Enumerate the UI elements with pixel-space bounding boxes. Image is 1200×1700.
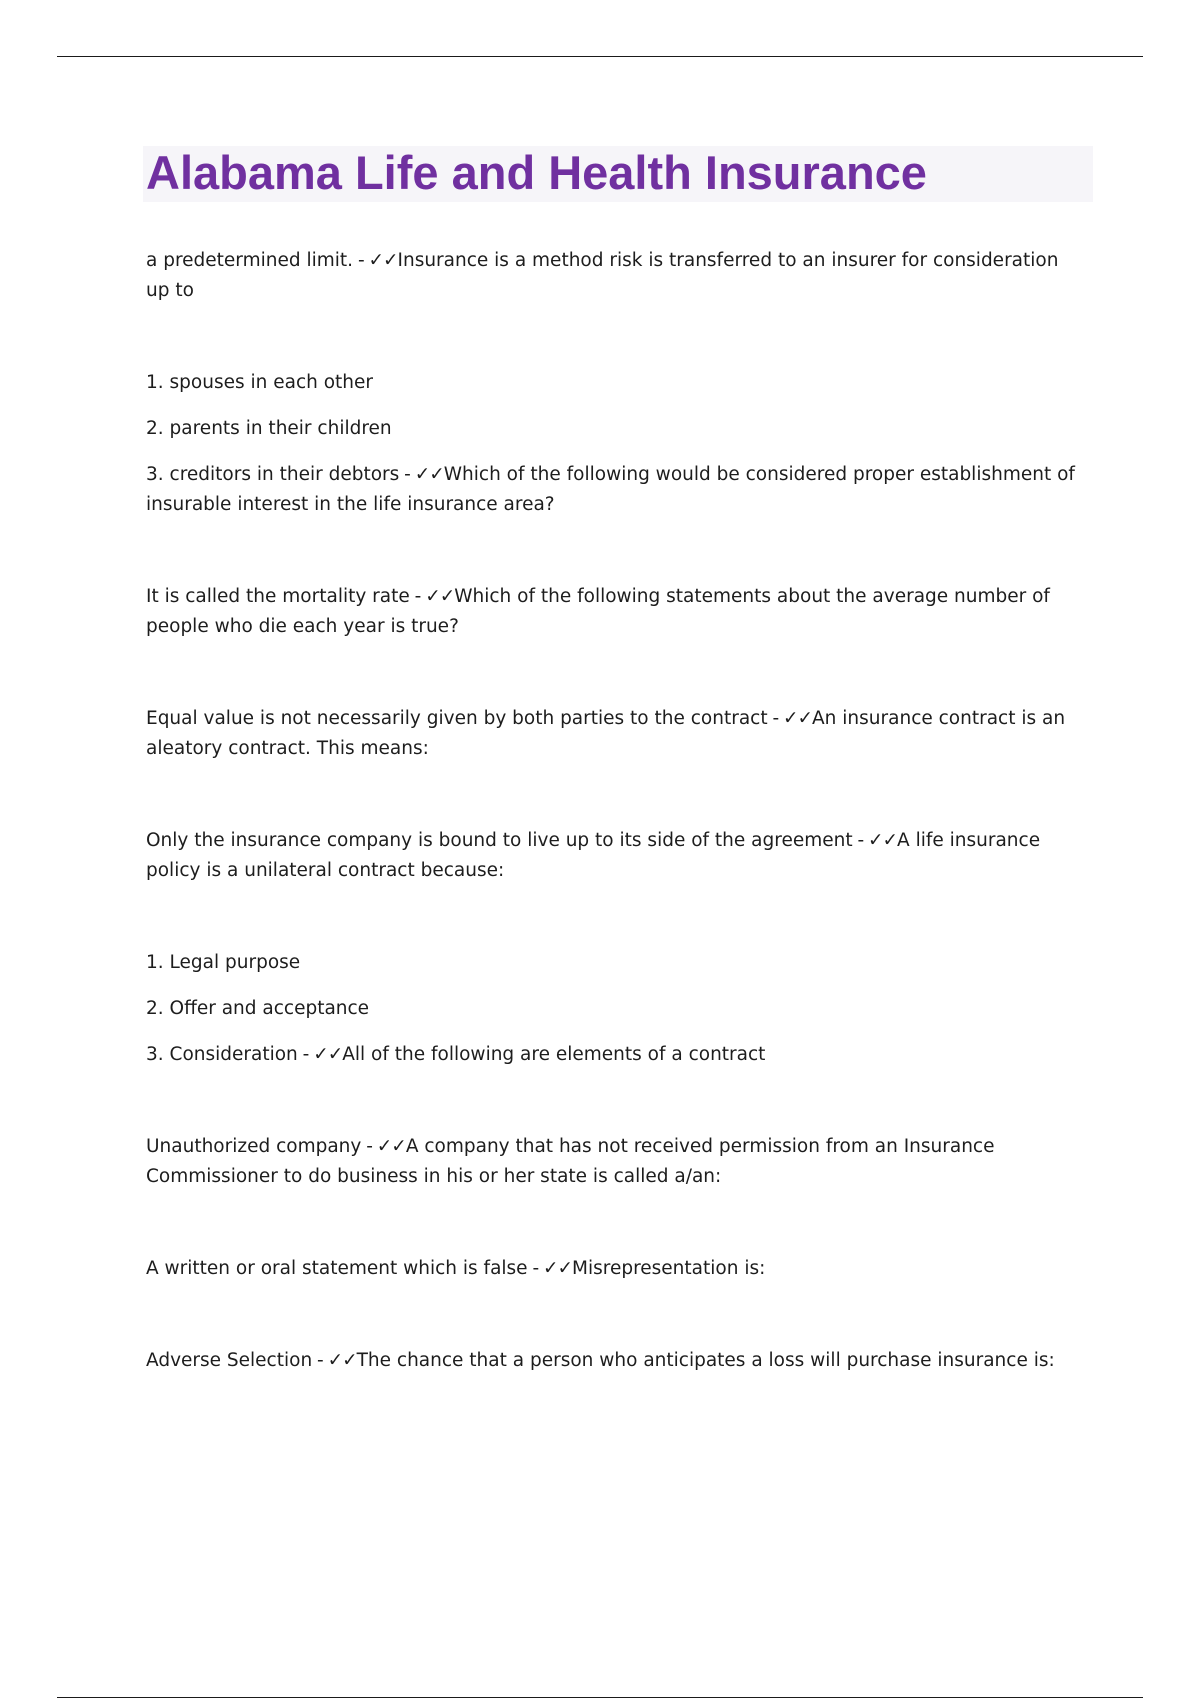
qa-answer-line [146,826,1086,886]
top-rule [57,56,1143,57]
bottom-rule [57,1697,1143,1698]
answer-text: Equal value is not necessarily given by both parties to the contract [146,708,768,729]
qa-entry [146,948,1086,1070]
checkmark-separator: - ✓✓ [767,708,813,729]
document-title: Alabama Life and Health Insurance [146,146,927,199]
qa-answer-line [146,1132,1086,1192]
question-text: Which of the following statements about the average number of people who die each year is true? [146,586,1050,637]
question-text: A life insurance policy is a unilateral contract because: [146,830,1041,881]
answer-text: A written or oral statement which is false [146,1258,528,1279]
question-text: Which of the following would be considered proper establishment of insurable interest in the life insurance area? [146,464,1075,515]
checkmark-separator: - ✓✓ [852,830,898,851]
question-text: A company that has not received permission from an Insurance Commissioner to do business in his or her state is called a/an: [146,1136,995,1187]
answer-list-item: 1. spouses in each other [146,372,374,393]
checkmark-separator: - ✓✓ [312,1350,357,1371]
answer-text: 3. Consideration [146,1044,298,1065]
answer-text: Unauthorized company [146,1136,362,1157]
qa-answer-line [146,1346,1086,1376]
qa-entry [146,1254,1086,1284]
answer-text: 3. creditors in their debtors [146,464,400,485]
checkmark-separator: - ✓✓ [409,586,455,607]
answer-text: a predetermined limit. [146,250,354,271]
question-text: Insurance is a method risk is transferred to an insurer for consideration up to [146,250,1059,301]
checkmark-separator: - ✓✓ [297,1044,343,1065]
qa-answer-line [146,1040,1086,1070]
checkmark-separator: - ✓✓ [361,1136,406,1157]
checkmark-separator: - ✓✓ [527,1258,573,1279]
answer-list-item: 2. Offer and acceptance [146,998,370,1019]
question-text: All of the following are elements of a contract [342,1044,766,1065]
qa-entry [146,582,1086,642]
qa-entry [146,246,1086,306]
question-text: Misrepresentation is: [572,1258,766,1279]
qa-answer-line [146,704,1086,764]
answer-text: Only the insurance company is bound to live up to its side of the agreement [146,830,853,851]
qa-answer-line [146,460,1086,520]
checkmark-separator: - ✓✓ [353,250,398,271]
qa-entry [146,1346,1086,1376]
qa-entry [146,826,1086,886]
qa-answer-line [146,246,1086,306]
qa-answer-line [146,582,1086,642]
document-body [146,246,1086,1438]
answer-text: Adverse Selection [146,1350,313,1371]
answer-list-item: 2. parents in their children [146,418,392,439]
question-text: An insurance contract is an aleatory contract. This means: [146,708,1066,759]
qa-entry [146,368,1086,520]
question-text: The chance that a person who anticipates a loss will purchase insurance is: [356,1350,1055,1371]
qa-entry [146,1132,1086,1192]
qa-answer-line [146,1254,1086,1284]
qa-entry [146,704,1086,764]
checkmark-separator: - ✓✓ [399,464,444,485]
answer-list-item: 1. Legal purpose [146,952,301,973]
answer-text: It is called the mortality rate [146,586,410,607]
